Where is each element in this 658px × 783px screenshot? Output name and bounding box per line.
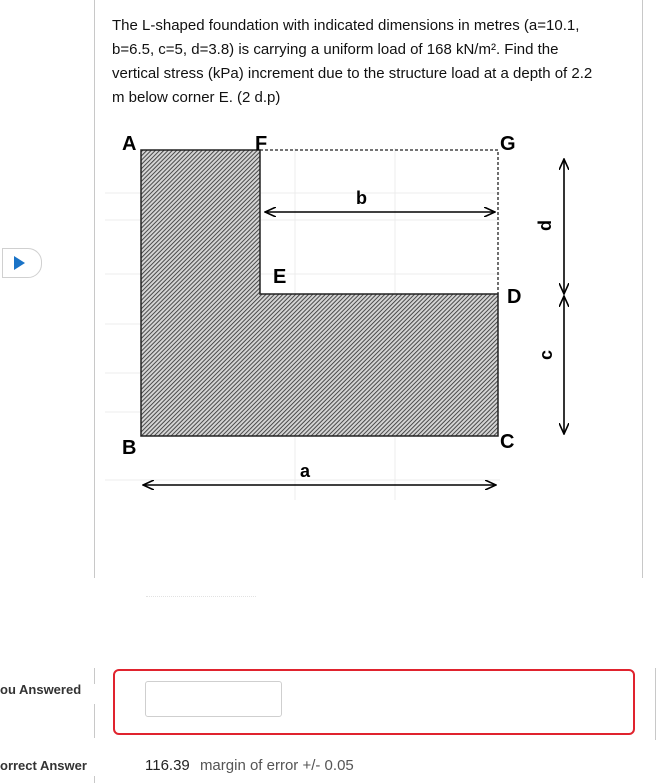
correct-answer xyxy=(145,757,354,774)
dashed-outline xyxy=(260,150,498,294)
left-rule-lower-2 xyxy=(94,704,95,738)
left-rule xyxy=(94,0,95,578)
corner-label-c: C xyxy=(500,431,515,453)
dimension-label-c: c xyxy=(536,349,556,360)
corner-label-e: E xyxy=(273,266,287,288)
right-rule xyxy=(642,0,643,578)
correct-answer-value: 116.39 xyxy=(145,757,190,774)
corner-label-b: B xyxy=(122,437,137,459)
play-icon xyxy=(14,256,25,270)
corner-label-g: G xyxy=(500,133,516,155)
right-rule-lower xyxy=(655,668,656,740)
corner-label-f: F xyxy=(255,133,268,155)
corner-label-a: A xyxy=(122,133,137,155)
question-line-2: b=6.5, c=5, d=3.8) is carrying a uniform load of 168 kN/m². Find the xyxy=(112,41,559,58)
play-button[interactable] xyxy=(2,248,42,278)
divider xyxy=(146,596,256,598)
margin-of-error: margin of error +/- 0.05 xyxy=(199,757,354,774)
you-answered-label: ou Answered xyxy=(0,682,82,697)
correct-answer-label: orrect Answer xyxy=(0,758,87,773)
question-line-4: m below corner E. (2 d.p) xyxy=(112,89,281,106)
question-line-3: vertical stress (kPa) increment due to the structure load at a depth of 2.2 xyxy=(112,65,593,82)
dimension-label-b: b xyxy=(356,188,367,208)
question-text xyxy=(112,14,632,110)
left-rule-lower-1 xyxy=(94,668,95,684)
dimension-label-d: d xyxy=(535,220,555,231)
left-rule-lower-3 xyxy=(94,776,95,783)
dimension-label-a: a xyxy=(300,461,311,481)
answer-input[interactable] xyxy=(145,681,282,717)
corner-label-d: D xyxy=(507,286,522,308)
foundation-figure xyxy=(105,128,605,500)
question-line-1: The L-shaped foundation with indicated dimensions in metres (a=10.1, xyxy=(112,17,580,34)
your-answer-box xyxy=(113,669,635,735)
